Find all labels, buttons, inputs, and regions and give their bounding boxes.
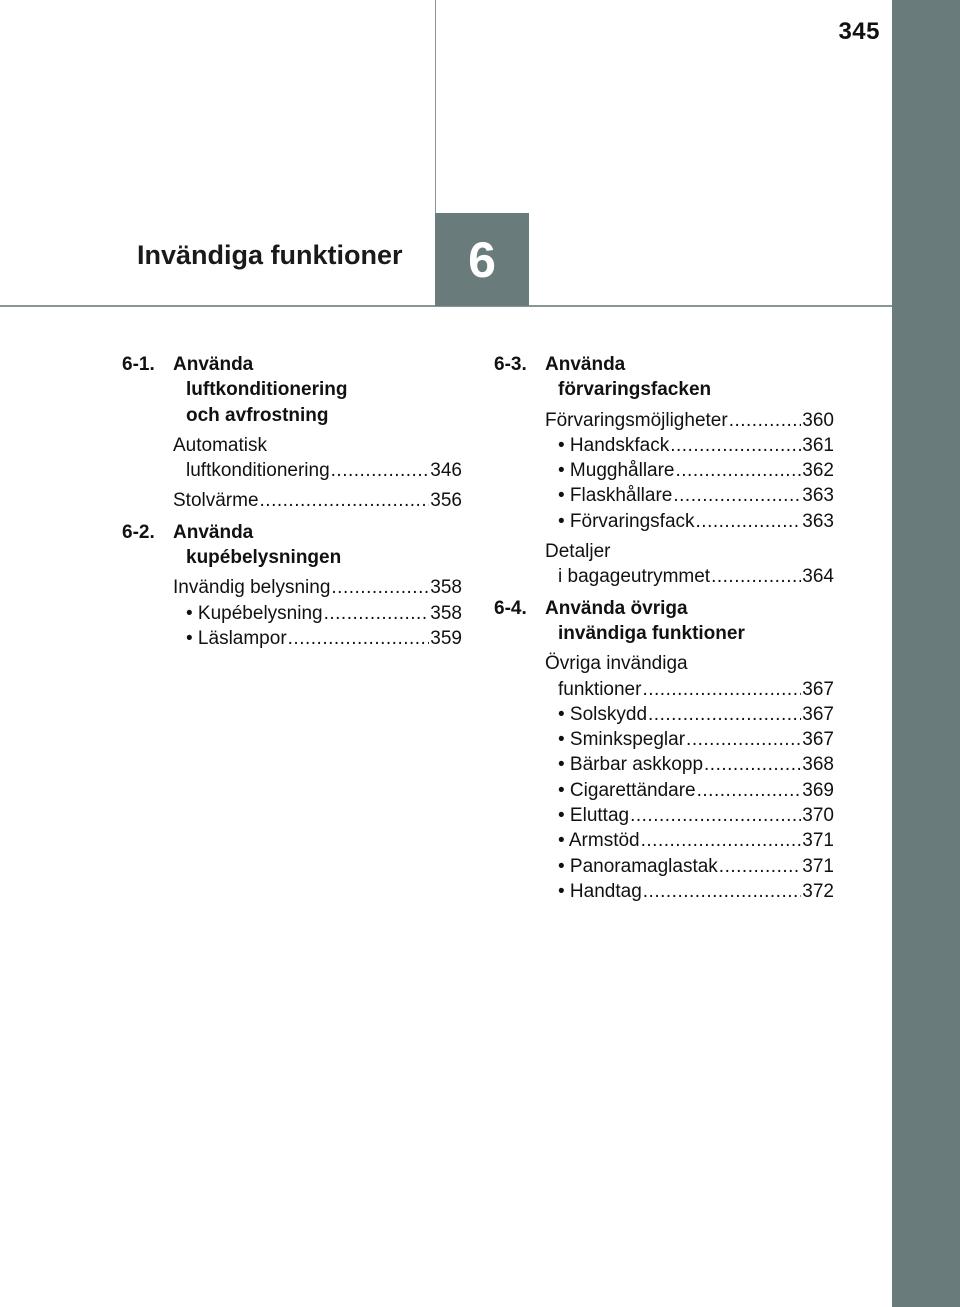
section-title — [545, 596, 834, 647]
toc-section — [122, 352, 462, 514]
toc-sub-entry[interactable] — [545, 509, 834, 534]
toc-entry-text: Invändig belysning — [173, 577, 331, 599]
toc-entry-text: i bagageutrymmet — [558, 566, 711, 588]
section-number: 6-3. — [494, 354, 527, 375]
toc-sub-entry[interactable] — [545, 727, 834, 752]
toc-page-number: 361 — [802, 434, 834, 456]
toc-column-right — [494, 352, 834, 910]
toc-entry-text: • Flaskhållare — [558, 485, 673, 507]
toc-sub-entry[interactable] — [545, 752, 834, 777]
toc-entry-line[interactable] — [545, 677, 834, 702]
toc-page-number: 367 — [802, 678, 834, 700]
toc-page-number: 346 — [430, 460, 462, 482]
toc-section — [494, 596, 834, 905]
chapter-title: Invändiga funktioner — [137, 240, 403, 270]
section-title-line: Använda övriga — [545, 597, 688, 619]
dot-leader — [641, 828, 802, 853]
dot-leader — [288, 626, 430, 651]
toc-page-number: 368 — [802, 754, 834, 776]
section-title-line: Använda — [173, 354, 254, 375]
toc-entries — [494, 651, 834, 904]
section-title-line: förvaringsfacken — [558, 379, 712, 401]
toc-section — [494, 352, 834, 590]
toc-page-number: 363 — [802, 510, 834, 532]
dot-leader — [324, 601, 430, 626]
dot-leader — [630, 803, 801, 828]
toc-entries — [494, 408, 834, 590]
dot-leader — [642, 677, 801, 702]
section-title-line: invändiga funktioner — [558, 622, 745, 644]
section-title — [173, 520, 462, 571]
toc-entry-line[interactable] — [173, 575, 462, 600]
toc-page-number: 369 — [802, 779, 834, 801]
page-number: 345 — [838, 18, 880, 45]
toc-entry-text: • Kupébelysning — [186, 602, 323, 624]
toc-page-number: 364 — [802, 566, 834, 588]
dot-leader — [711, 564, 801, 589]
section-number: 6-2. — [122, 521, 155, 543]
toc-page-number: 358 — [430, 577, 462, 599]
toc-page-number: 360 — [802, 409, 834, 431]
toc-sub-entry[interactable] — [545, 458, 834, 483]
toc-entry — [545, 539, 834, 590]
dot-leader — [696, 509, 802, 534]
section-heading[interactable] — [122, 352, 462, 428]
section-heading[interactable] — [122, 520, 462, 571]
toc-sub-entry[interactable] — [545, 702, 834, 727]
divider-vertical — [435, 0, 436, 214]
chapter-number-badge: 6 — [435, 213, 529, 306]
section-number: 6-4. — [494, 597, 527, 619]
toc-page-number: 372 — [802, 880, 834, 902]
toc-entry-text: • Handtag — [558, 880, 642, 902]
toc-sub-entry[interactable] — [545, 483, 834, 508]
toc-sub-entry[interactable] — [545, 433, 834, 458]
toc-entry-line[interactable] — [545, 564, 834, 589]
dot-leader — [729, 408, 802, 433]
toc-entry-line[interactable] — [173, 488, 462, 513]
toc-entry-text: • Förvaringsfack — [558, 510, 695, 532]
toc-entry-text: • Armstöd — [558, 830, 640, 852]
side-tab-bar — [892, 0, 960, 1307]
section-title-line: kupébelysningen — [186, 547, 342, 569]
section-heading[interactable] — [494, 596, 834, 647]
toc-entry-text: • Mugghållare — [558, 460, 675, 482]
section-title-line: luftkonditionering — [186, 379, 348, 401]
toc-entry-line[interactable] — [173, 458, 462, 483]
toc-sub-entry[interactable] — [545, 803, 834, 828]
section-title-line: Använda — [173, 521, 254, 543]
toc-page-number: 367 — [802, 729, 834, 751]
toc-sub-entry[interactable] — [545, 879, 834, 904]
section-title — [545, 352, 834, 403]
dot-leader — [331, 458, 430, 483]
dot-leader — [670, 433, 801, 458]
toc-entry-text: • Solskydd — [558, 703, 648, 725]
toc-entry-line[interactable] — [545, 408, 834, 433]
toc-column-left — [122, 352, 462, 657]
toc-entry-pre: Automatisk — [173, 434, 267, 456]
toc-sub-entry[interactable] — [545, 828, 834, 853]
toc-page-number: 358 — [430, 602, 462, 624]
dot-leader — [686, 727, 801, 752]
section-heading[interactable] — [494, 352, 834, 403]
toc-entries — [122, 433, 462, 514]
toc-sub-entry[interactable] — [545, 854, 834, 879]
section-title-line: Använda — [545, 354, 626, 375]
toc-page-number: 359 — [430, 627, 462, 649]
toc-page-number: 362 — [802, 460, 834, 482]
section-title — [173, 352, 462, 428]
toc-entries — [122, 575, 462, 651]
dot-leader — [676, 458, 802, 483]
toc-page-number: 371 — [802, 855, 834, 877]
dot-leader — [331, 575, 429, 600]
toc-page-number: 371 — [802, 830, 834, 852]
toc-entry-text: • Eluttag — [558, 805, 630, 827]
dot-leader — [643, 879, 802, 904]
toc-sub-entry[interactable] — [545, 778, 834, 803]
toc-page-number: 363 — [802, 485, 834, 507]
toc-entry-text: • Handskfack — [558, 434, 670, 456]
toc-entry-text: Förvaringsmöjligheter — [545, 409, 728, 431]
toc-entry-text: • Cigarettändare — [558, 779, 696, 801]
toc-sub-entry[interactable] — [173, 626, 462, 651]
toc-entry-text: • Läslampor — [186, 627, 287, 649]
toc-entry-pre: Detaljer — [545, 541, 611, 563]
section-title-line: och avfrostning — [186, 404, 329, 426]
toc-entry-text: • Panoramaglastak — [558, 855, 718, 877]
toc-entry-text: • Sminkspeglar — [558, 729, 686, 751]
toc-page-number: 370 — [802, 805, 834, 827]
dot-leader — [260, 488, 430, 513]
toc-entry-text: Stolvärme — [173, 490, 259, 512]
toc-page-number: 356 — [430, 490, 462, 512]
dot-leader — [704, 752, 801, 777]
toc-entry — [173, 433, 462, 484]
dot-leader — [673, 483, 801, 508]
toc-page-number: 367 — [802, 703, 834, 725]
toc-entry — [173, 488, 462, 513]
toc-entry-pre: Övriga invändiga — [545, 653, 688, 675]
dot-leader — [719, 854, 802, 879]
toc-entry — [545, 408, 834, 534]
dot-leader — [697, 778, 802, 803]
toc-entry-text: luftkonditionering — [186, 460, 330, 482]
toc-entry — [545, 651, 834, 904]
toc-entry-text: funktioner — [558, 678, 642, 700]
section-number: 6-1. — [122, 354, 155, 375]
toc-entry-text: • Bärbar askkopp — [558, 754, 704, 776]
toc-sub-entry[interactable] — [173, 601, 462, 626]
dot-leader — [648, 702, 801, 727]
toc-entry — [173, 575, 462, 651]
toc-section — [122, 520, 462, 651]
